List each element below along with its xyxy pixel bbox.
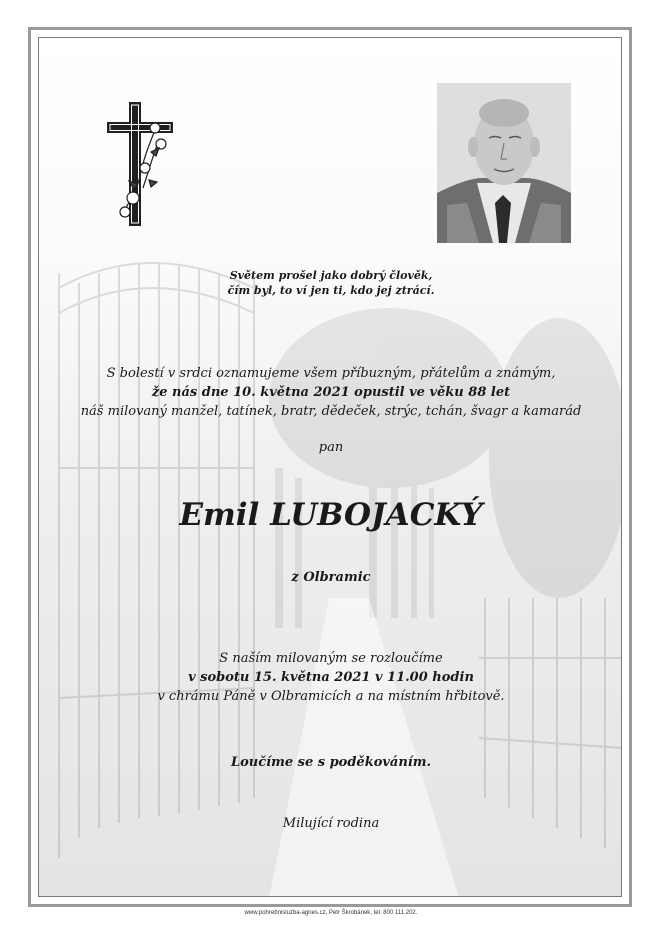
salutation: pan	[318, 440, 344, 455]
cross-with-flowers-icon	[105, 100, 175, 228]
announcement-date-line: že nás dne 10. května 2021 opustil ve věku 88 let	[151, 385, 511, 400]
funeral-details	[39, 649, 622, 706]
portrait-photo	[437, 83, 571, 243]
origin-place: z Olbramic	[291, 570, 371, 585]
signature: Milující rodina	[282, 816, 380, 831]
thanks-line: Loučíme se s poděkováním.	[230, 755, 432, 770]
funeral-date-line: v sobotu 15. května 2021 v 11.00 hodin	[188, 670, 474, 685]
verse-line: čím byl, to ví jen ti, kdo jej ztrácí.	[227, 284, 435, 297]
announcement-line: náš milovaný manžel, tatínek, bratr, dědeček, strýc, tchán, švagr a kamarád	[80, 404, 582, 419]
farewell-line: v chrámu Páně v Olbramicích a na místním hřbitově.	[157, 689, 505, 704]
footer-contact: www.pohrebnisluzba-agnes.cz, Petr Škrobánek, tel. 800 111 202.	[244, 910, 418, 916]
memorial-verse	[39, 268, 622, 298]
inner-frame	[38, 37, 622, 897]
verse-line: Světem prošel jako dobrý člověk,	[229, 269, 433, 282]
farewell-line: S naším milovaným se rozloučíme	[219, 651, 443, 666]
death-announcement	[39, 364, 622, 421]
deceased-name: Emil LUBOJACKÝ	[179, 497, 483, 533]
announcement-line: S bolestí v srdci oznamujeme všem příbuzným, přátelům a známým,	[106, 366, 556, 381]
